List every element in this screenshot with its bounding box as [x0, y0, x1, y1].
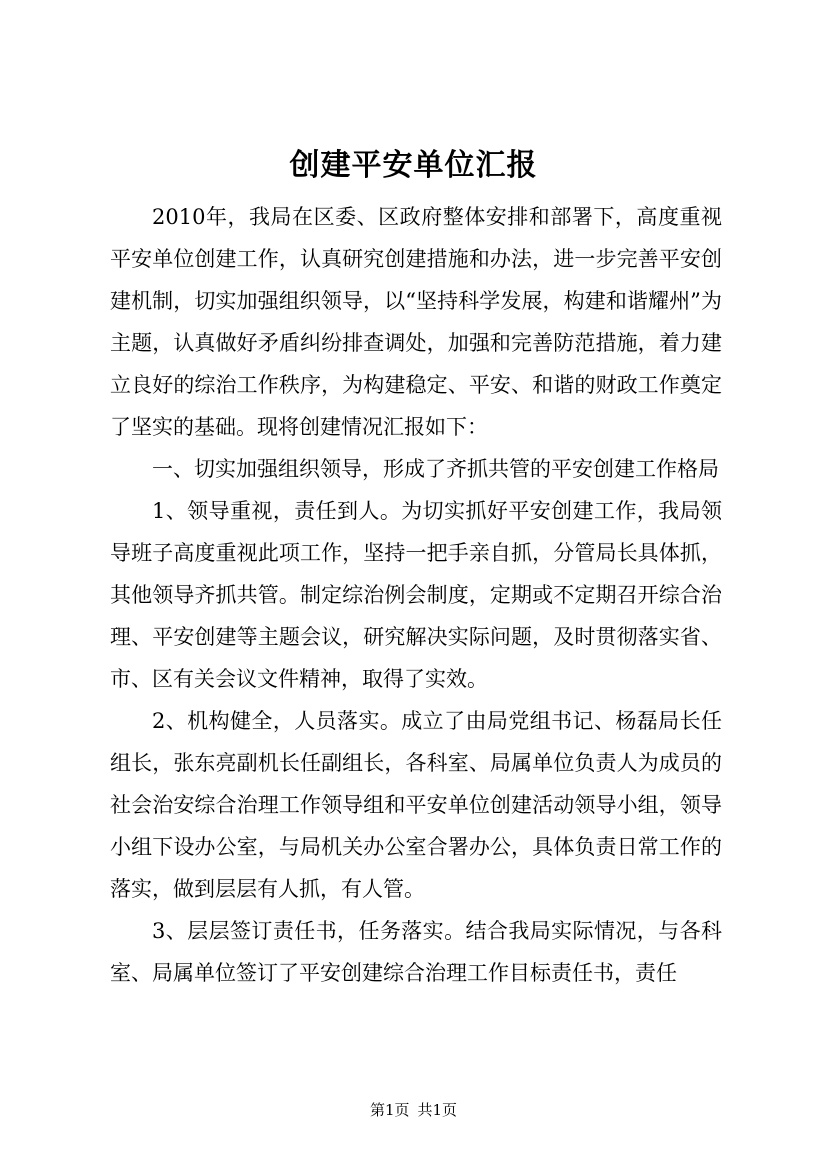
paragraph-item-2: 2、机构健全，人员落实。成立了由局党组书记、杨磊局长任组长，张东亮副机长任副组长，各科室、局属单位负责人为成员的社会治安综合治理工作领导组和平安单位创建活动领导小组，领导小组下设办公室，与局机关办公室合署办公，具体负责日常工作的落实，做到层层有人抓，有人管。	[110, 709, 722, 901]
paragraph-intro: 2010年，我局在区委、区政府整体安排和部署下，高度重视平安单位创建工作，认真研究创建措施和办法，进一步完善平安创建机制，切实加强组织领导，以“坚持科学发展，构建和谐耀州”为主题，认真做好矛盾纠纷排查调处，加强和完善防范措施，着力建立良好的综治工作秩序，为构建稳定、平安、和谐的财政工作奠定了坚实的基础。现将创建情况汇报如下：	[110, 205, 722, 439]
page-footer	[0, 1100, 827, 1120]
paragraph-item-1: 1、领导重视，责任到人。为切实抓好平安创建工作，我局领导班子高度重视此项工作，坚持一把手亲自抓，分管局长具体抓，其他领导齐抓共管。制定综治例会制度，定期或不定期召开综合治理、平安创建等主题会议，研究解决实际问题，及时贯彻落实省、市、区有关会议文件精神，取得了实效。	[110, 499, 722, 691]
section-heading-1: 一、切实加强组织领导，形成了齐抓共管的平安创建工作格局	[152, 457, 719, 481]
page-total: 共1页	[417, 1101, 458, 1119]
document-title: 创建平安单位汇报	[289, 148, 538, 183]
paragraph-item-3: 3、层层签订责任书，任务落实。结合我局实际情况，与各科室、局属单位签订了平安创建综合治理工作目标责任书，责任	[110, 919, 722, 985]
page-number: 第1页	[369, 1101, 410, 1119]
document-body	[110, 196, 722, 994]
